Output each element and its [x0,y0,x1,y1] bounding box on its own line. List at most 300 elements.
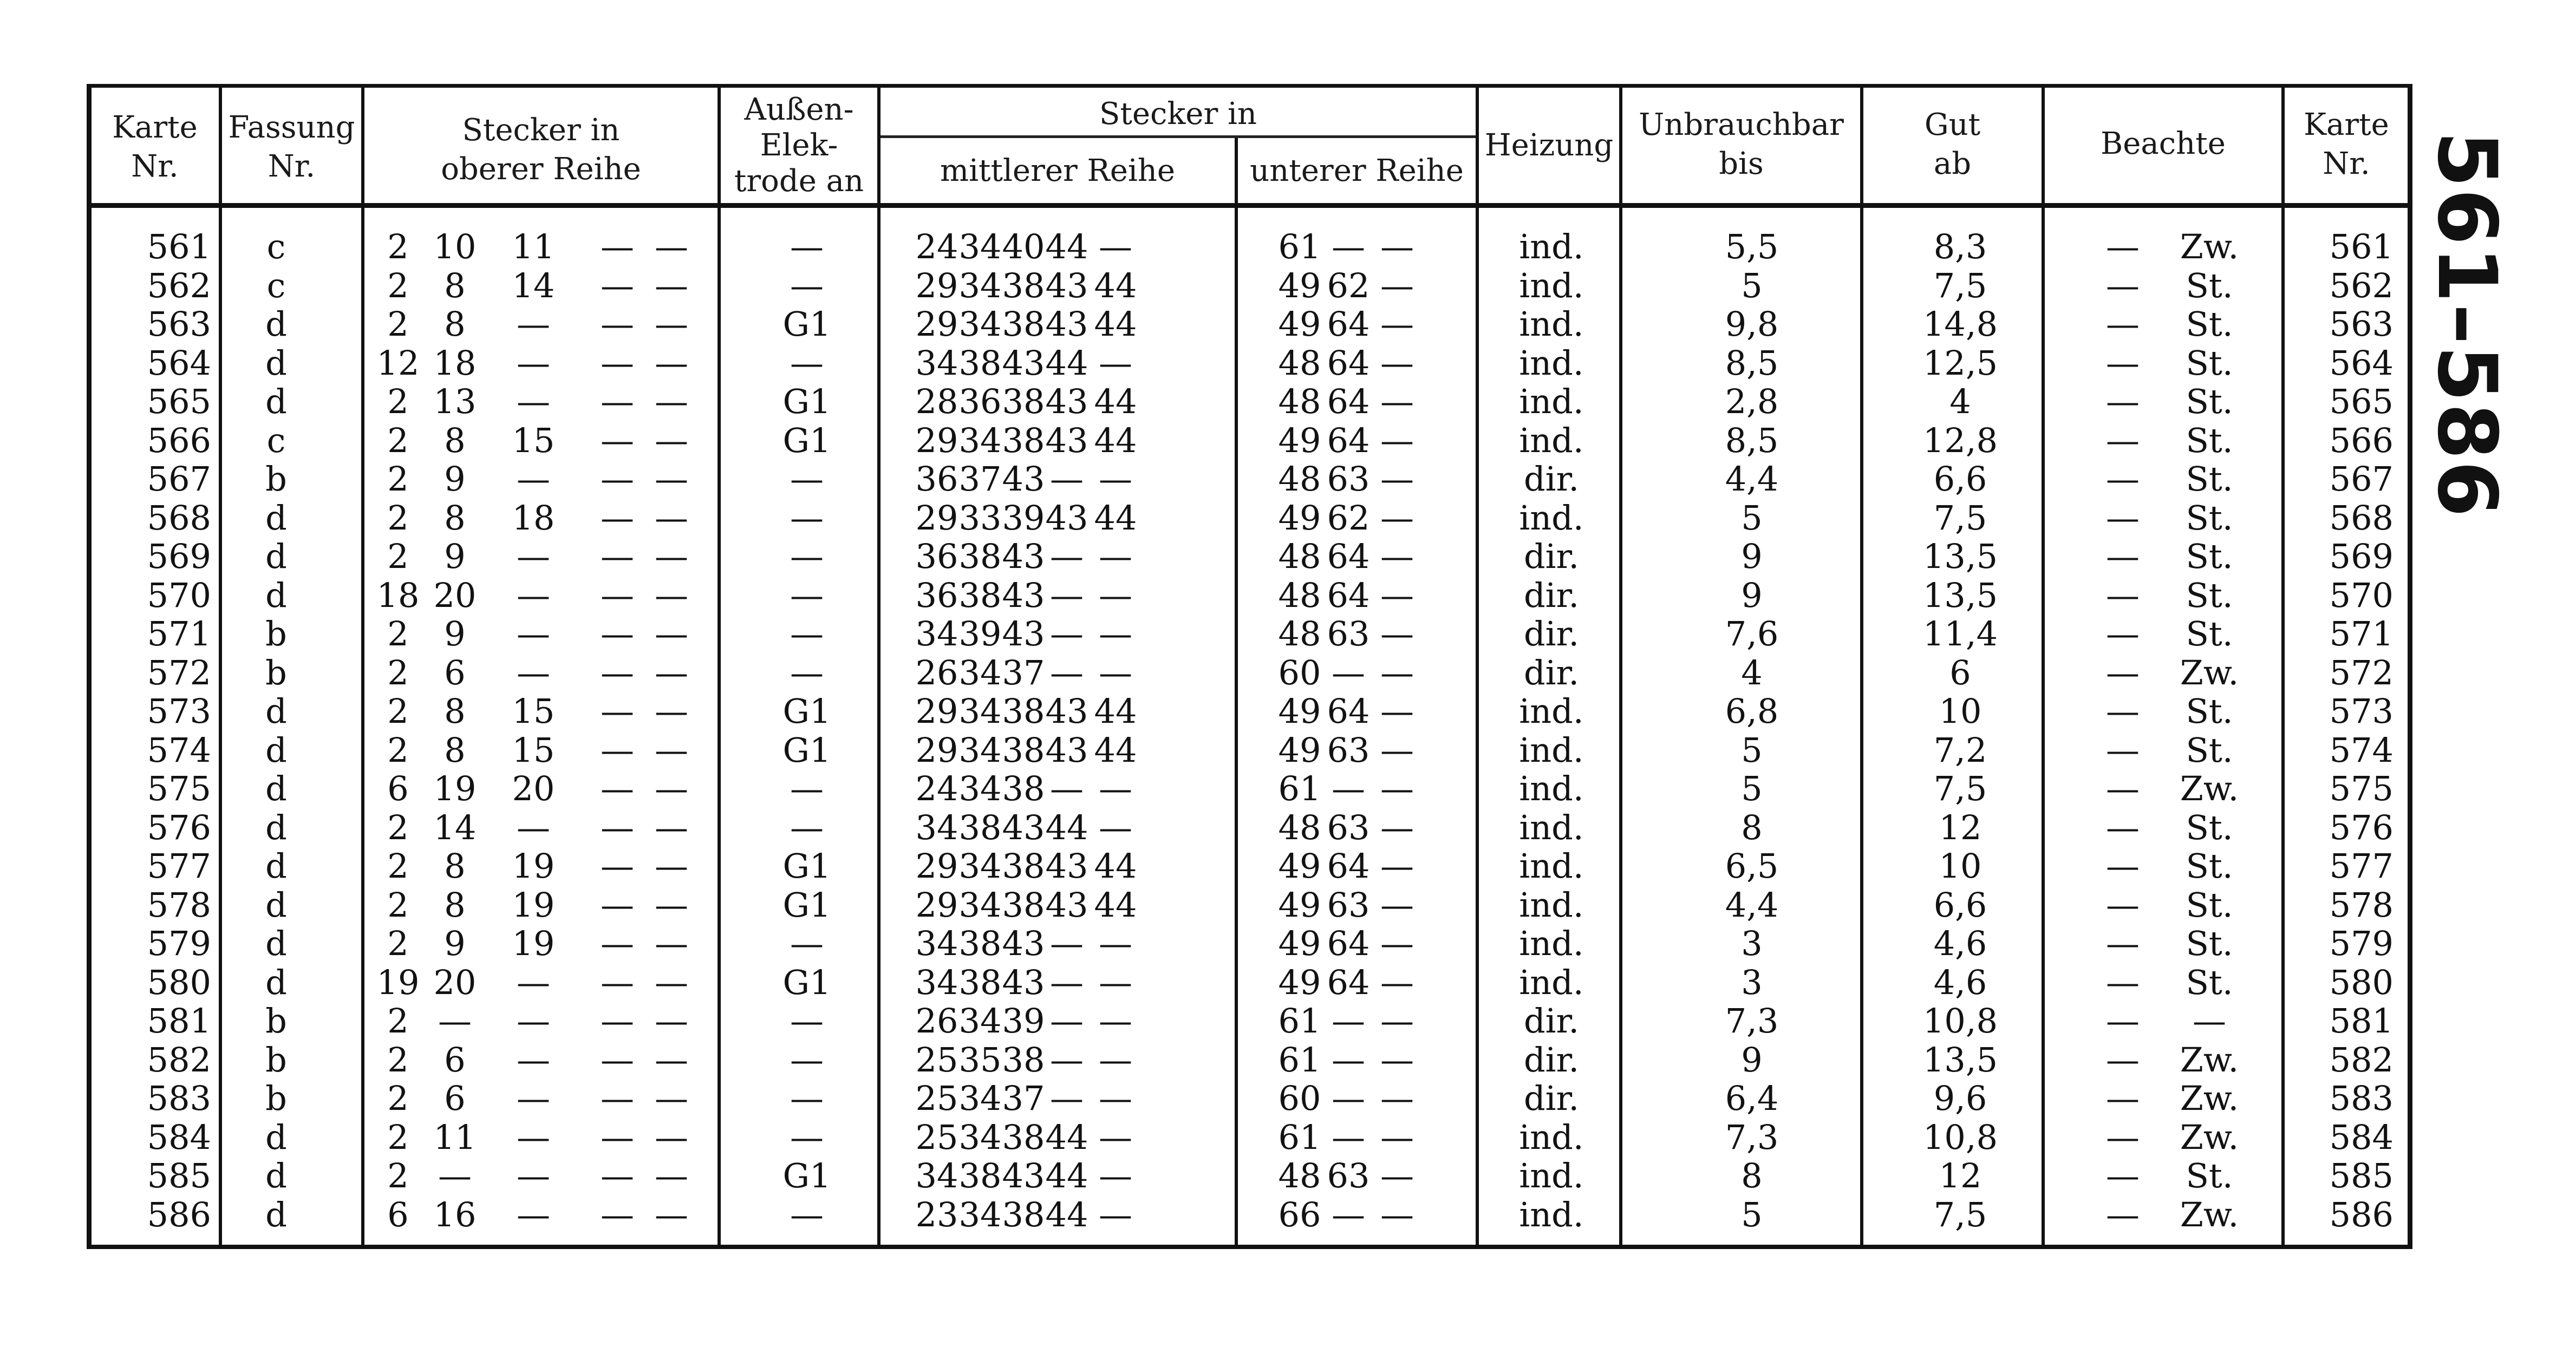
stecker-mitte-2: 38 [958,1156,1002,1195]
beachte-dash: — [2106,691,2140,731]
stecker-oben-1: 2 [387,885,409,925]
unbrauchbar-cell: 5 [1741,265,1763,305]
beachte-dash: — [2106,227,2140,266]
stecker-mitte-3: 39 [1002,1001,1045,1041]
header-aussenelektrode: Außen- Elek- trode an [734,92,864,199]
stecker-mitte-3: 43 [1002,614,1045,653]
stecker-mitte-3: 38 [1002,1194,1045,1234]
stecker-unten-1: 48 [1278,1156,1321,1195]
heizung-cell: ind. [1519,420,1584,460]
stecker-oben-5: — [655,537,688,576]
stecker-oben-1: 2 [387,420,409,460]
stecker-oben-1: 2 [387,652,409,692]
stecker-mitte-4: — [1050,537,1084,576]
stecker-oben-2: 8 [444,691,466,731]
beachte-cell: Zw. [2180,1194,2239,1234]
stecker-mitte-4: 43 [1045,730,1088,770]
stecker-oben-5: — [655,265,688,305]
karte-right-cell: 572 [2329,652,2394,692]
beachte-dash: — [2106,1156,2140,1195]
stecker-oben-5: — [655,459,688,499]
stecker-unten-2: — [1332,1001,1365,1041]
stecker-oben-3: — [517,304,550,344]
karte-right-cell: 574 [2329,730,2394,770]
stecker-mitte-1: 26 [915,1001,958,1041]
stecker-mitte-5: 44 [1094,265,1137,305]
unbrauchbar-cell: 9 [1741,1040,1763,1080]
header-beachte: Beachte [2101,126,2226,161]
stecker-oben-5: — [655,924,688,963]
stecker-oben-4: — [601,420,634,460]
stecker-mitte-2: 34 [958,652,1002,692]
stecker-oben-3: 18 [512,498,555,538]
stecker-mitte-4: 44 [1045,1156,1088,1195]
stecker-mitte-1: 34 [915,343,958,383]
stecker-oben-2: 6 [444,652,466,692]
heizung-cell: ind. [1519,769,1584,808]
stecker-mitte-2: 34 [958,304,1002,344]
stecker-mitte-3: 38 [1002,304,1045,344]
fassung-cell: b [265,652,287,692]
karte-right-cell: 581 [2329,1001,2394,1041]
fassung-cell: d [265,382,287,421]
stecker-oben-1: 6 [387,1194,409,1234]
unbrauchbar-cell: 5,5 [1725,227,1779,266]
unbrauchbar-cell: 9 [1741,537,1763,576]
stecker-mitte-5: 44 [1094,382,1137,421]
beachte-cell: St. [2186,1156,2233,1195]
gut-cell: 7,5 [1933,498,1987,538]
stecker-mitte-3: 37 [1002,652,1045,692]
stecker-unten-1: 61 [1278,1117,1321,1157]
table-row [0,924,2576,963]
unbrauchbar-cell: 8,5 [1725,420,1779,460]
gut-cell: 10,8 [1922,1117,1998,1157]
stecker-oben-4: — [601,265,634,305]
gut-cell: 12 [1939,807,1982,847]
karte-right-cell: 562 [2329,265,2394,305]
stecker-mitte-5: — [1099,343,1132,383]
karte-cell: 563 [147,304,211,344]
aussenelektrode-cell: — [790,652,824,692]
karte-right-cell: 583 [2329,1079,2394,1118]
stecker-unten-3: — [1380,614,1414,653]
stecker-oben-3: 19 [512,924,555,963]
stecker-oben-1: 2 [387,382,409,421]
gut-cell: 13,5 [1922,537,1998,576]
gut-cell: 10 [1939,691,1982,731]
karte-cell: 565 [147,382,211,421]
stecker-unten-2: — [1332,1117,1365,1157]
heizung-cell: dir. [1523,459,1580,499]
stecker-oben-2: 9 [444,924,466,963]
unbrauchbar-cell: 5 [1741,769,1763,808]
stecker-mitte-3: 38 [1002,1117,1045,1157]
stecker-unten-2: — [1332,1040,1365,1080]
stecker-mitte-2: 34 [958,730,1002,770]
stecker-mitte-4: — [1050,575,1084,615]
karte-right-cell: 577 [2329,846,2394,886]
stecker-oben-2: 9 [444,614,466,653]
stecker-unten-3: — [1380,382,1414,421]
karte-cell: 583 [147,1079,211,1118]
stecker-oben-1: 2 [387,498,409,538]
stecker-unten-2: 63 [1327,614,1370,653]
stecker-unten-3: — [1380,459,1414,499]
karte-right-cell: 586 [2329,1194,2394,1234]
stecker-unten-2: 64 [1327,846,1370,886]
beachte-dash: — [2106,924,2140,963]
stecker-mitte-5: — [1099,575,1132,615]
fassung-cell: d [265,885,287,925]
header-unbrauchbar: Unbrauchbar bis [1639,107,1844,181]
heizung-cell: ind. [1519,1194,1584,1234]
unbrauchbar-cell: 8,5 [1725,343,1779,383]
aussenelektrode-cell: — [790,1194,824,1234]
stecker-oben-5: — [655,614,688,653]
stecker-mitte-5: 44 [1094,498,1137,538]
gut-cell: 4,6 [1933,924,1987,963]
stecker-mitte-3: 43 [1002,459,1045,499]
stecker-oben-2: 8 [444,498,466,538]
stecker-oben-2: 8 [444,846,466,886]
karte-cell: 561 [147,227,211,266]
fassung-cell: b [265,614,287,653]
stecker-mitte-4: — [1050,459,1084,499]
karte-cell: 584 [147,1117,211,1157]
stecker-mitte-2: 38 [958,807,1002,847]
heizung-cell: dir. [1523,575,1580,615]
stecker-unten-3: — [1380,1194,1414,1234]
heizung-cell: ind. [1519,924,1584,963]
stecker-oben-4: — [601,459,634,499]
beachte-dash: — [2106,1040,2140,1080]
stecker-oben-3: 11 [512,227,555,266]
stecker-mitte-4: 43 [1045,846,1088,886]
stecker-unten-2: 63 [1327,1156,1370,1195]
stecker-mitte-2: 38 [958,962,1002,1002]
beachte-dash: — [2106,343,2140,383]
stecker-mitte-4: — [1050,1079,1084,1118]
stecker-oben-4: — [601,1001,634,1041]
gut-cell: 13,5 [1922,1040,1998,1080]
beachte-cell: St. [2186,343,2233,383]
stecker-mitte-1: 29 [915,885,958,925]
stecker-oben-3: 20 [512,769,555,808]
stecker-mitte-5: 44 [1094,730,1137,770]
stecker-mitte-1: 36 [915,459,958,499]
table-row [0,769,2576,808]
stecker-unten-1: 49 [1278,498,1321,538]
stecker-oben-5: — [655,691,688,731]
stecker-oben-2: 18 [433,343,477,383]
stecker-mitte-5: — [1099,962,1132,1002]
aussenelektrode-cell: — [790,343,824,383]
stecker-unten-1: 48 [1278,575,1321,615]
stecker-mitte-1: 25 [915,1117,958,1157]
stecker-oben-1: 2 [387,924,409,963]
stecker-oben-3: — [517,537,550,576]
unbrauchbar-cell: 6,5 [1725,846,1779,886]
table-row [0,653,2576,692]
karte-cell: 578 [147,885,211,925]
stecker-oben-3: — [517,575,550,615]
stecker-oben-4: — [601,652,634,692]
stecker-mitte-2: 36 [958,382,1002,421]
fassung-cell: c [266,265,286,305]
karte-cell: 566 [147,420,211,460]
beachte-dash: — [2106,498,2140,538]
table-row [0,305,2576,344]
stecker-unten-1: 49 [1278,691,1321,731]
header-stecker-in: Stecker in [1099,96,1257,132]
stecker-mitte-3: 38 [1002,1040,1045,1080]
stecker-mitte-4: 43 [1045,304,1088,344]
unbrauchbar-cell: 8 [1741,807,1763,847]
table-row [0,808,2576,847]
header-untere-reihe: unterer Reihe [1250,153,1464,188]
stecker-mitte-2: 39 [958,614,1002,653]
gut-cell: 12 [1939,1156,1982,1195]
gut-cell: 7,2 [1933,730,1987,770]
stecker-mitte-3: 37 [1002,1079,1045,1118]
stecker-oben-1: 2 [387,1001,409,1041]
stecker-unten-3: — [1380,962,1414,1002]
stecker-mitte-1: 34 [915,1156,958,1195]
aussenelektrode-cell: — [790,924,824,963]
gut-cell: 4,6 [1933,962,1987,1002]
stecker-oben-1: 2 [387,265,409,305]
stecker-mitte-5: 44 [1094,420,1137,460]
stecker-oben-3: — [517,1079,550,1118]
karte-right-cell: 564 [2329,343,2394,383]
stecker-unten-1: 49 [1278,962,1321,1002]
beachte-dash: — [2106,730,2140,770]
stecker-unten-1: 60 [1278,1079,1321,1118]
fassung-cell: b [265,1001,287,1041]
table-row [0,421,2576,460]
stecker-oben-3: — [517,343,550,383]
stecker-unten-1: 49 [1278,730,1321,770]
gut-cell: 10,8 [1922,1001,1998,1041]
stecker-unten-2: 64 [1327,382,1370,421]
gut-cell: 7,5 [1933,1194,1987,1234]
stecker-oben-3: — [517,807,550,847]
stecker-oben-2: 14 [433,807,477,847]
stecker-mitte-1: 25 [915,1040,958,1080]
stecker-mitte-3: 43 [1002,924,1045,963]
beachte-cell: Zw. [2180,227,2239,266]
stecker-mitte-1: 34 [915,807,958,847]
stecker-oben-2: — [438,1001,472,1041]
unbrauchbar-cell: 2,8 [1725,382,1779,421]
stecker-oben-1: 18 [376,575,420,615]
stecker-oben-4: — [601,1079,634,1118]
stecker-unten-3: — [1380,1001,1414,1041]
stecker-mitte-4: — [1050,1040,1084,1080]
stecker-unten-2: 63 [1327,807,1370,847]
stecker-oben-5: — [655,1040,688,1080]
karte-cell: 564 [147,343,211,383]
beachte-cell: St. [2186,885,2233,925]
stecker-unten-1: 61 [1278,1040,1321,1080]
stecker-mitte-1: 28 [915,382,958,421]
stecker-oben-1: 12 [376,343,420,383]
stecker-oben-4: — [601,343,634,383]
karte-right-cell: 569 [2329,537,2394,576]
gut-cell: 6 [1949,652,1971,692]
stecker-unten-1: 48 [1278,614,1321,653]
stecker-unten-2: — [1332,1079,1365,1118]
stecker-oben-5: — [655,1117,688,1157]
stecker-oben-3: 19 [512,846,555,886]
stecker-mitte-2: 34 [958,691,1002,731]
fassung-cell: d [265,846,287,886]
stecker-mitte-1: 34 [915,962,958,1002]
aussenelektrode-cell: — [790,498,824,538]
beachte-cell: St. [2186,420,2233,460]
unbrauchbar-cell: 8 [1741,1156,1763,1195]
table-row [0,1002,2576,1041]
stecker-oben-3: — [517,1040,550,1080]
stecker-oben-1: 2 [387,1156,409,1195]
stecker-oben-5: — [655,846,688,886]
stecker-mitte-3: 38 [1002,691,1045,731]
stecker-oben-5: — [655,1079,688,1118]
stecker-oben-3: — [517,652,550,692]
karte-cell: 571 [147,614,211,653]
karte-cell: 562 [147,265,211,305]
stecker-oben-2: 9 [444,459,466,499]
gut-cell: 9,6 [1933,1079,1987,1118]
stecker-mitte-3: 43 [1002,343,1045,383]
table-row [0,537,2576,576]
table-row [0,382,2576,421]
gut-cell: 12,8 [1922,420,1998,460]
stecker-oben-2: 8 [444,420,466,460]
stecker-unten-1: 49 [1278,885,1321,925]
unbrauchbar-cell: 7,6 [1725,614,1779,653]
karte-cell: 573 [147,691,211,731]
fassung-cell: b [265,1040,287,1080]
heizung-cell: ind. [1519,885,1584,925]
stecker-oben-2: 20 [433,962,477,1002]
stecker-mitte-5: 44 [1094,691,1137,731]
stecker-unten-3: — [1380,343,1414,383]
stecker-oben-1: 2 [387,614,409,653]
stecker-mitte-5: — [1099,652,1132,692]
karte-right-cell: 570 [2329,575,2394,615]
stecker-mitte-2: 34 [958,1117,1002,1157]
karte-right-cell: 567 [2329,459,2394,499]
stecker-unten-2: — [1332,652,1365,692]
fassung-cell: d [265,1194,287,1234]
stecker-oben-4: — [601,730,634,770]
stecker-unten-1: 61 [1278,769,1321,808]
stecker-unten-1: 48 [1278,807,1321,847]
beachte-cell: Zw. [2180,652,2239,692]
stecker-mitte-2: 38 [958,537,1002,576]
stecker-unten-3: — [1380,885,1414,925]
karte-right-cell: 585 [2329,1156,2394,1195]
stecker-mitte-5: — [1099,1194,1132,1234]
karte-right-cell: 571 [2329,614,2394,653]
aussenelektrode-cell: — [790,1117,824,1157]
stecker-mitte-4: 44 [1045,1117,1088,1157]
aussenelektrode-cell: — [790,575,824,615]
stecker-unten-1: 61 [1278,1001,1321,1041]
stecker-oben-2: 9 [444,537,466,576]
stecker-mitte-2: 33 [958,498,1002,538]
heizung-cell: ind. [1519,1117,1584,1157]
stecker-unten-2: 64 [1327,575,1370,615]
karte-cell: 579 [147,924,211,963]
heizung-cell: ind. [1519,227,1584,266]
stecker-unten-3: — [1380,1117,1414,1157]
aussenelektrode-cell: G1 [782,962,831,1002]
stecker-unten-2: 64 [1327,537,1370,576]
stecker-mitte-5: — [1099,1079,1132,1118]
karte-right-cell: 579 [2329,924,2394,963]
table-row [0,1041,2576,1080]
stecker-oben-1: 2 [387,1040,409,1080]
beachte-dash: — [2106,1194,2140,1234]
karte-cell: 577 [147,846,211,886]
gut-cell: 7,5 [1933,769,1987,808]
stecker-mitte-2: 34 [958,1079,1002,1118]
aussenelektrode-cell: — [790,614,824,653]
stecker-mitte-3: 38 [1002,846,1045,886]
beachte-cell: St. [2186,498,2233,538]
beachte-cell: Zw. [2180,1040,2239,1080]
header-heizung: Heizung [1484,128,1614,163]
side-title: 561–586 [2420,131,2514,519]
stecker-oben-4: — [601,885,634,925]
beachte-cell: St. [2186,691,2233,731]
fassung-cell: d [265,769,287,808]
stecker-oben-3: — [517,459,550,499]
table-row [0,266,2576,305]
beachte-cell: St. [2186,382,2233,421]
beachte-dash: — [2106,846,2140,886]
stecker-mitte-3: 39 [1002,498,1045,538]
karte-right-cell: 566 [2329,420,2394,460]
stecker-mitte-3: 40 [1002,227,1045,266]
beachte-cell: St. [2186,304,2233,344]
stecker-oben-4: — [601,498,634,538]
stecker-oben-2: 19 [433,769,477,808]
header-karte-right: Karte Nr. [2304,107,2389,181]
gut-cell: 4 [1949,382,1971,421]
karte-right-cell: 561 [2329,227,2394,266]
beachte-dash: — [2106,575,2140,615]
stecker-mitte-1: 34 [915,924,958,963]
table-row [0,576,2576,615]
stecker-oben-3: — [517,1117,550,1157]
table-row [0,847,2576,886]
fassung-cell: d [265,1156,287,1195]
stecker-mitte-4: — [1050,962,1084,1002]
stecker-mitte-4: — [1050,1001,1084,1041]
stecker-mitte-5: — [1099,227,1132,266]
stecker-oben-4: — [601,614,634,653]
aussenelektrode-cell: — [790,459,824,499]
header-mittlere-reihe: mittlerer Reihe [940,153,1175,188]
stecker-oben-3: — [517,1156,550,1195]
stecker-oben-5: — [655,962,688,1002]
stecker-oben-4: — [601,1156,634,1195]
stecker-mitte-4: — [1050,769,1084,808]
